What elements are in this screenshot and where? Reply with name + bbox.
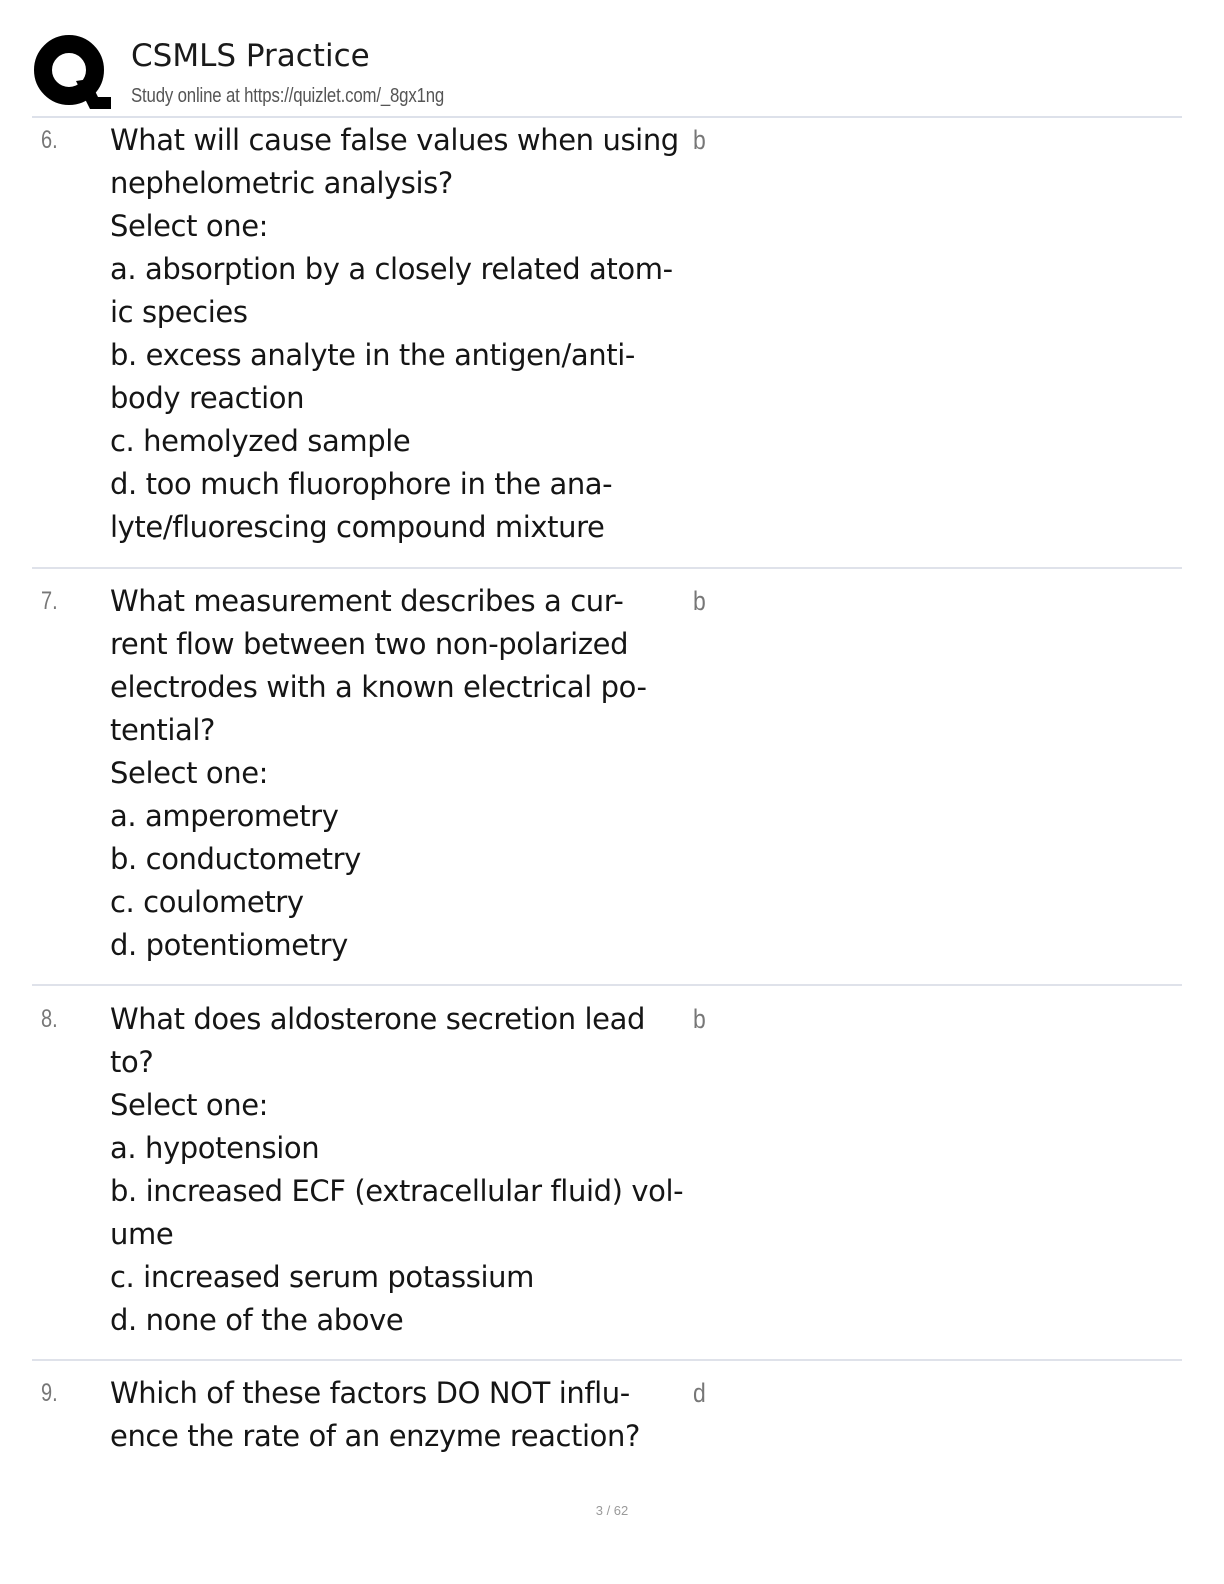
answer-letter: d: [693, 1378, 706, 1408]
question-number: 7.: [41, 587, 58, 615]
question-number: 9.: [41, 1379, 58, 1407]
question-text: What will cause false values when using nephelometric analysis? Select one: a. absorption by a closely related atom- ic species b. excess analyte in the antigen/anti- body reaction c. hemolyzed sample d. too much fluorophore in the ana- lyte/fluorescing compound mixture: [110, 123, 679, 544]
study-online-link[interactable]: Study online at https://quizlet.com/_8gx1ng: [131, 85, 445, 107]
quizlet-logo-icon: [32, 33, 112, 111]
question-text: What measurement describes a cur- rent flow between two non-polarized electrodes with a known electrical po- tential? Select one: a. amperometry b. conductometry c. coulometry d. potentiometry: [110, 584, 647, 962]
answer-letter: b: [693, 586, 706, 616]
question-text: What does aldosterone secretion lead to? Select one: a. hypotension b. increased ECF (extracellular fluid) vol- ume c. increased serum potassium d. none of the above: [110, 1002, 684, 1337]
answer-letter: b: [693, 1004, 706, 1034]
page-number: 3 / 62: [595, 1503, 629, 1518]
question-card-9: [32, 1372, 1182, 1472]
header-divider: [32, 116, 1182, 118]
answer-letter: b: [693, 125, 706, 155]
question-card-7: [32, 580, 1182, 986]
question-text: Which of these factors DO NOT influ- ence the rate of an enzyme reaction?: [110, 1376, 641, 1453]
question-card-8: [32, 998, 1182, 1361]
question-card-6: [32, 119, 1182, 569]
question-number: 8.: [41, 1005, 58, 1033]
question-number: 6.: [41, 126, 58, 154]
document-title: CSMLS Practice: [131, 38, 370, 74]
